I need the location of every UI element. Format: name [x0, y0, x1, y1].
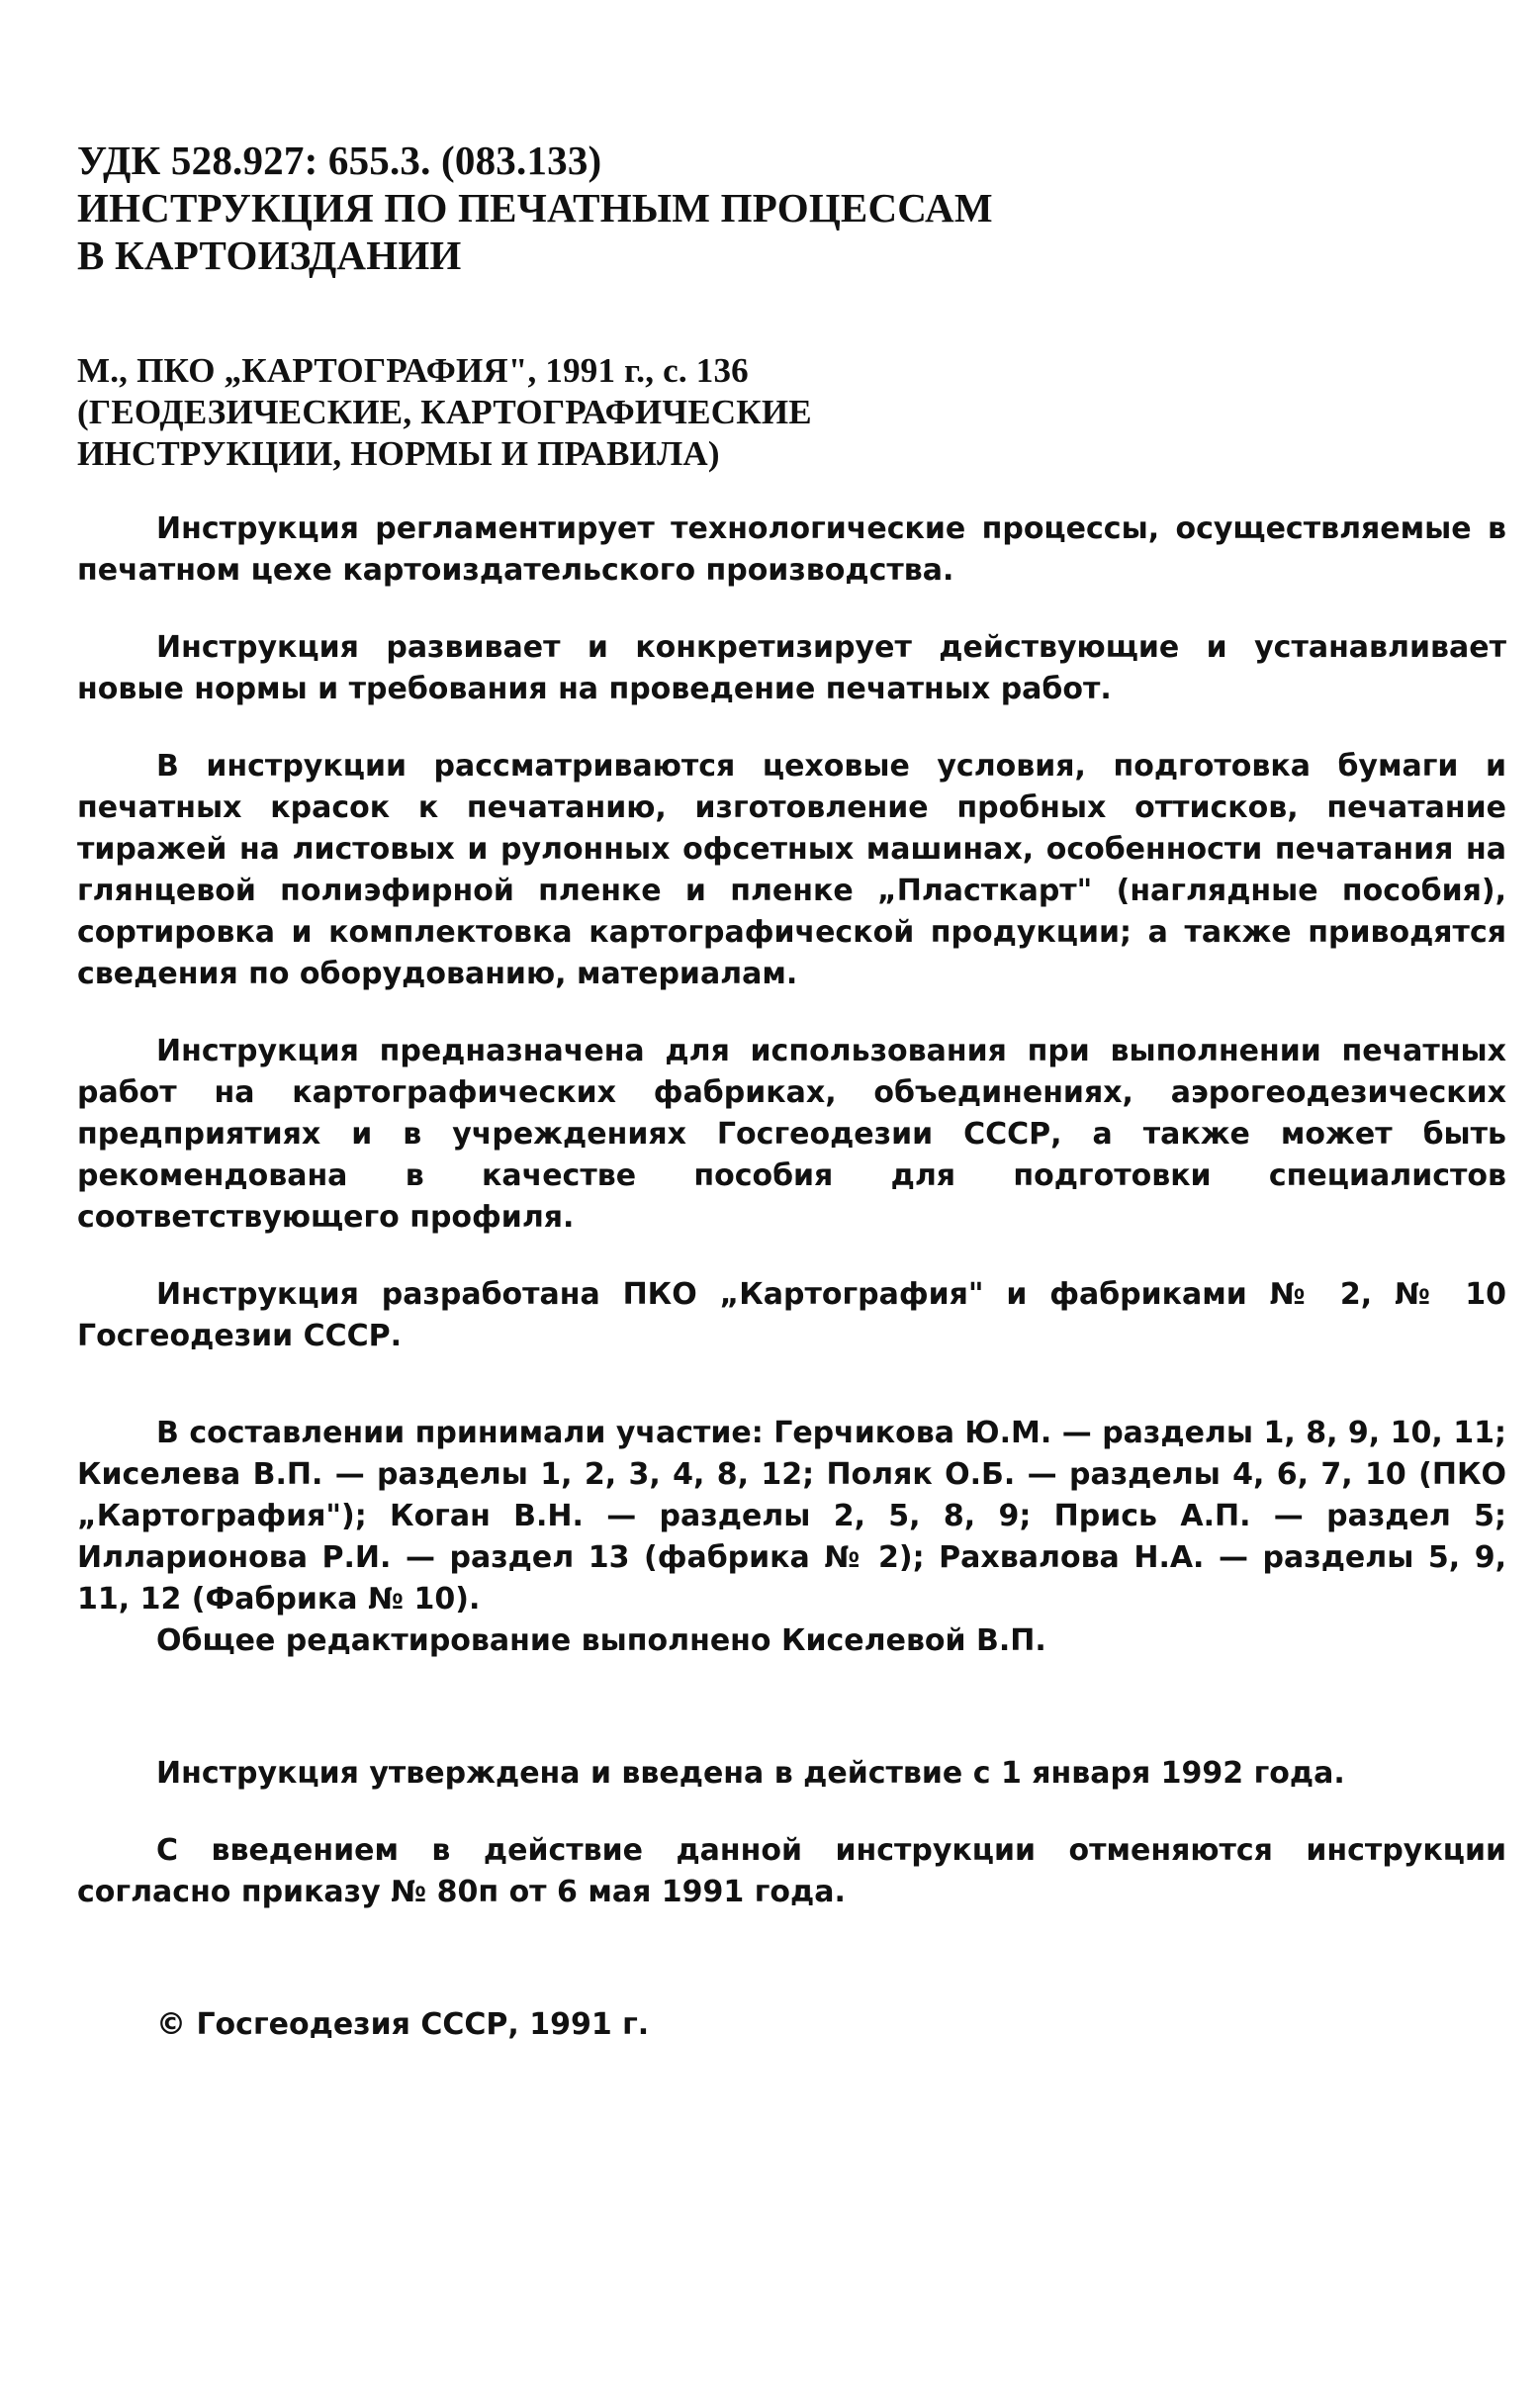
bibliographic-info: [77, 350, 1066, 475]
paragraph-contents: В инструкции рассматриваются цеховые условия, подготовка бумаги и печатных красок к печатанию, изготовление пробных оттисков, печатание тиражей на листовых и рулонных офсетных машинах, особенности печатания на глянцевой полиэфирной пленке и пленке „Пласткарт" (наглядные пособия), сортировка и комплектовка картографической продукции; а также приводятся сведения по оборудованию, материалам.: [77, 749, 1506, 991]
paragraph-audience: Инструкция предназначена для использования при выполнении печатных работ на картографических фабриках, объединениях, аэрогеодезических предприятиях и в учреждениях Госгеодезии СССР, а также может быть рекомендована в качестве пособия для подготовки специалистов соответствующего профиля.: [77, 1034, 1506, 1235]
paragraph-authors: В составлении принимали участие: Герчикова Ю.М. — разделы 1, 8, 9, 10, 11; Киселева В.П. — разделы 1, 2, 3, 4, 8, 12; Поляк О.Б. — разделы 4, 6, 7, 10 (ПКО „Картография"); Коган В.Н. — разделы 2, 5, 8, 9; Прись А.П. — раздел 5; Илларионова Р.И. — раздел 13 (фабрика № 2); Рахвалова Н.А. — разделы 5, 9, 11, 12 (Фабрика № 10).: [77, 1416, 1506, 1617]
paragraph-norms: Инструкция развивает и конкретизирует действующие и устанавливает новые нормы и требования на проведение печатных работ.: [77, 630, 1506, 706]
paragraph-purpose: Инструкция регламентирует технологические процессы, осуществляемые в печатном цехе картоиздательского производства.: [77, 511, 1506, 588]
paragraph-editor: Общее редактирование выполнено Киселевой В.П.: [156, 1623, 1046, 1658]
paragraph-cancellation: С введением в действие данной инструкции отменяются инструкции согласно приказу № 80п от 6 мая 1991 года.: [77, 1833, 1506, 1909]
biblio-line-2: (ГЕОДЕЗИЧЕСКИЕ, КАРТОГРАФИЧЕСКИЕ: [77, 393, 812, 431]
udk-code: УДК 528.927: 655.3. (083.133): [77, 138, 602, 183]
title-line-1: ИНСТРУКЦИЯ ПО ПЕЧАТНЫМ ПРОЦЕССАМ: [77, 185, 993, 231]
paragraph-approval: Инструкция утверждена и введена в действие с 1 января 1992 года.: [156, 1756, 1345, 1791]
paragraph-developers: Инструкция разработана ПКО „Картография" и фабриками № 2, № 10 Госгеодезии СССР.: [77, 1277, 1506, 1353]
bibliographic-header: [77, 137, 1066, 475]
biblio-line-3: ИНСТРУКЦИИ, НОРМЫ И ПРАВИЛА): [77, 434, 720, 473]
copyright-notice: © Госгеодезия СССР, 1991 г.: [156, 2007, 650, 2042]
biblio-line-1: М., ПКО „КАРТОГРАФИЯ", 1991 г., с. 136: [77, 351, 749, 390]
annotation-body: [77, 508, 1506, 2081]
title-line-2: В КАРТОИЗДАНИИ: [77, 232, 462, 278]
